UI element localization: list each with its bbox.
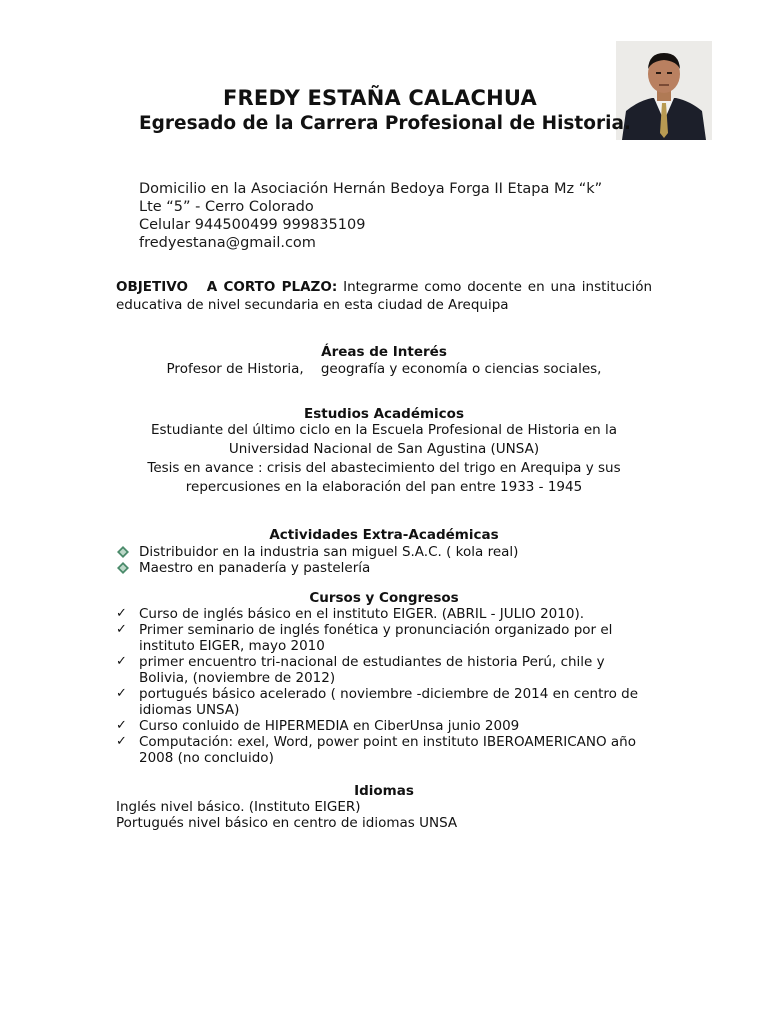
check-icon: ✓ (116, 622, 127, 637)
contact-block (139, 180, 699, 252)
check-icon: ✓ (116, 734, 127, 749)
check-icon: ✓ (116, 606, 127, 621)
contact-address: Domicilio en la Asociación Hernán Bedoya Forga II Etapa Mz “k” (139, 181, 603, 197)
candidate-name: FREDY ESTAÑA CALACHUA (223, 86, 537, 110)
studies-enrollment: Estudiante del último ciclo en la Escuela Profesional de Historia en la Universidad Nacional de San Agustina (UNSA) (150, 422, 618, 457)
objective-label: OBJETIVO A CORTO PLAZO: (116, 279, 338, 295)
list-item (116, 560, 676, 576)
extra-activities-list (116, 544, 676, 576)
course-text: Primer seminario de inglés fonética y pronunciación organizado por el instituto EIGER, mayo 2010 (139, 622, 613, 654)
language-item: Inglés nivel básico. (Instituto EIGER) (116, 799, 361, 815)
extra-activities-title: Actividades Extra-Académicas (269, 527, 499, 543)
extra-activity-text: Distribuidor en la industria san miguel S.A.C. ( kola real) (139, 544, 519, 560)
list-item (116, 686, 646, 718)
check-icon: ✓ (116, 654, 127, 669)
list-item (116, 654, 646, 686)
languages-title: Idiomas (354, 783, 414, 799)
contact-email: fredyestana@gmail.com (139, 235, 316, 251)
list-item (116, 544, 676, 560)
list-item (116, 718, 646, 734)
contact-address-lot: Lte “5” - Cerro Colorado (139, 199, 314, 215)
interests-title: Áreas de Interés (321, 344, 447, 360)
course-text: Computación: exel, Word, power point en instituto IBEROAMERICANO año 2008 (no concluido) (139, 734, 636, 766)
diamond-bullet-icon (117, 562, 129, 574)
contact-phone: Celular 944500499 999835109 (139, 217, 366, 233)
objective-text: Integrarme como docente en una institución educativa de nivel secundaria en esta ciudad de Arequipa (116, 279, 653, 313)
course-text: Curso de inglés básico en el instituto EIGER. (ABRIL - JULIO 2010). (139, 606, 584, 622)
courses-title: Cursos y Congresos (309, 590, 459, 606)
list-item (116, 606, 646, 622)
languages-list (116, 799, 676, 831)
extra-activity-text: Maestro en panadería y pastelería (139, 560, 371, 576)
list-item (116, 734, 646, 766)
diamond-bullet-icon (117, 546, 129, 558)
check-icon: ✓ (116, 718, 127, 733)
studies-thesis: Tesis en avance : crisis del abastecimiento del trigo en Arequipa y sus repercusiones en la elaboración del pan entre 1933 - 1945 (147, 460, 621, 495)
check-icon: ✓ (116, 686, 127, 701)
course-text: portugués básico acelerado ( noviembre -diciembre de 2014 en centro de idiomas UNSA) (139, 686, 639, 718)
course-text: primer encuentro tri-nacional de estudiantes de historia Perú, chile y Bolivia, (noviembre de 2012) (139, 654, 605, 686)
language-item: Portugués nivel básico en centro de idiomas UNSA (116, 815, 458, 831)
course-text: Curso conluido de HIPERMEDIA en CiberUnsa junio 2009 (139, 718, 520, 734)
courses-list (116, 606, 646, 766)
interests-text: Profesor de Historia, geografía y economía o ciencias sociales, (166, 361, 602, 377)
list-item (116, 622, 646, 654)
studies-title: Estudios Académicos (303, 406, 464, 422)
objective-paragraph (116, 278, 652, 314)
candidate-degree: Egresado de la Carrera Profesional de Historia. (139, 113, 631, 134)
